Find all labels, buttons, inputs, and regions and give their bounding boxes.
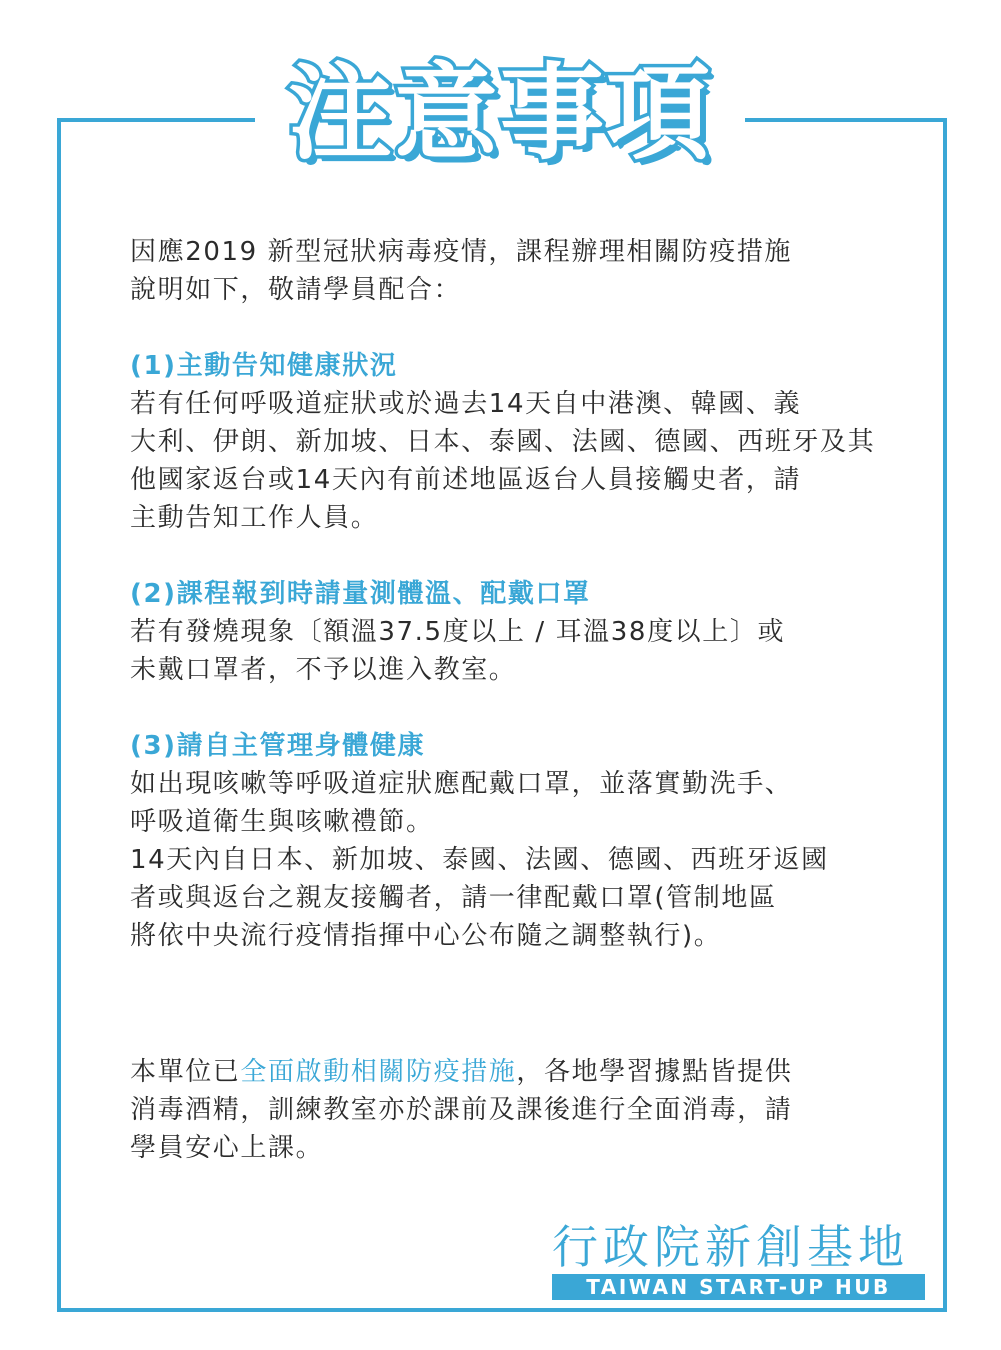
section-line: 者或與返台之親友接觸者，請一律配戴口罩(管制地區 xyxy=(130,883,777,913)
section-line: 若有發燒現象〔額溫37.5度以上 / 耳溫38度以上〕或 xyxy=(130,617,786,647)
section-line: 主動告知工作人員。 xyxy=(130,503,379,533)
closing-text: 本單位已 xyxy=(130,1057,241,1087)
closing-line xyxy=(130,1053,890,1091)
section-line: 將依中央流行疫情指揮中心公布隨之調整執行)。 xyxy=(130,921,722,951)
page-title: 注意事項 xyxy=(287,52,712,174)
section-heading: (1)主動告知健康狀況 xyxy=(130,351,398,381)
closing-line: 學員安心上課。 xyxy=(130,1133,324,1163)
closing-line: 消毒酒精，訓練教室亦於課前及課後進行全面消毒，請 xyxy=(130,1095,793,1125)
closing-highlight: 全面啟動相關防疫措施 xyxy=(240,1057,517,1087)
section-line: 他國家返台或14天內有前述地區返台人員接觸史者，請 xyxy=(130,465,802,495)
section-heading: (3)請自主管理身體健康 xyxy=(130,731,426,761)
section-line: 未戴口罩者，不予以進入教室。 xyxy=(130,655,517,685)
section-line: 若有任何呼吸道症狀或於過去14天自中港澳、韓國、義 xyxy=(130,389,802,419)
org-name: 行政院新創基地 xyxy=(552,1220,909,1274)
intro-line: 因應2019 新型冠狀病毒疫情，課程辦理相關防疫措施 xyxy=(130,237,793,267)
section-line: 如出現咳嗽等呼吸道症狀應配戴口罩，並落實勤洗手、 xyxy=(130,769,793,799)
section-line: 14天內自日本、新加坡、泰國、法國、德國、西班牙返國 xyxy=(130,845,829,875)
intro-line: 說明如下，敬請學員配合： xyxy=(130,275,462,305)
notice-body xyxy=(130,233,890,1167)
section-heading: (2)課程報到時請量測體溫、配戴口罩 xyxy=(130,579,591,609)
closing-text: ，各地學習據點皆提供 xyxy=(516,1057,793,1087)
title-banner xyxy=(255,48,745,178)
section-line: 大利、伊朗、新加坡、日本、泰國、法國、德國、西班牙及其 xyxy=(130,427,876,457)
org-english-name: TAIWAN START-UP HUB xyxy=(552,1274,925,1300)
org-logo xyxy=(552,1222,925,1300)
section-line: 呼吸道衛生與咳嗽禮節。 xyxy=(130,807,434,837)
